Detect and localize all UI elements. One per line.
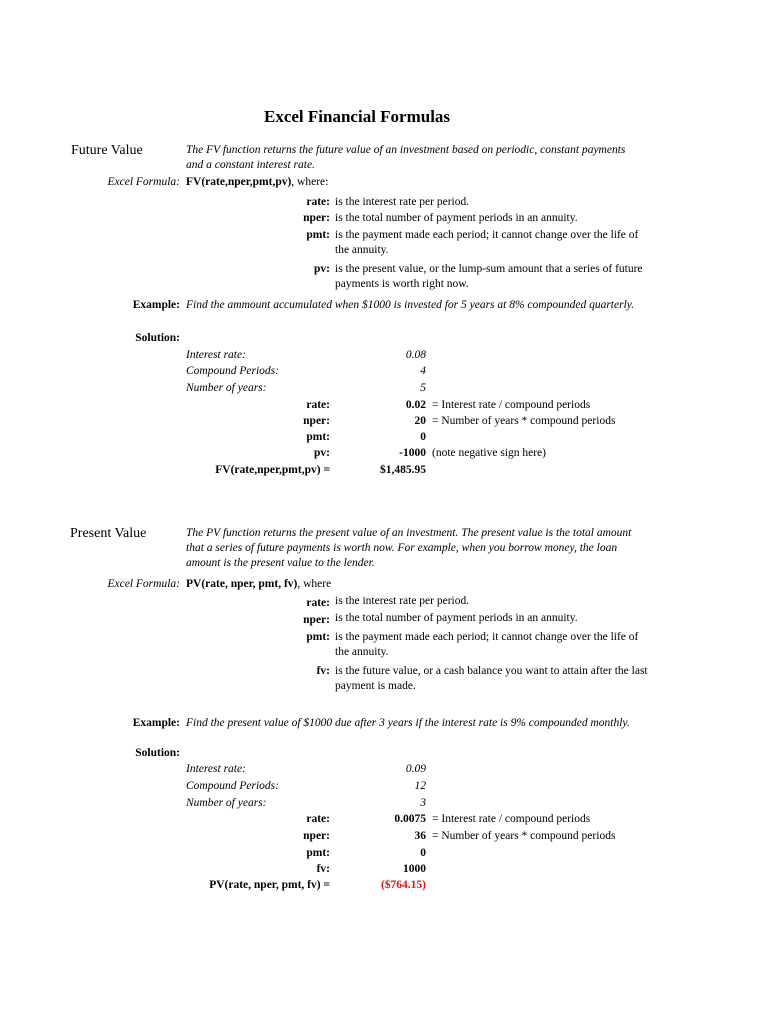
fv-heading: Future Value xyxy=(71,143,143,158)
pv-calc-name: pmt: xyxy=(306,847,330,859)
fv-calc-name: rate: xyxy=(306,399,330,411)
fv-param-name: nper: xyxy=(303,212,330,224)
pv-input-value: 0.09 xyxy=(405,763,426,775)
pv-input-label: Interest rate: xyxy=(186,763,246,775)
fv-calc-name: pv: xyxy=(314,447,330,459)
pv-param-desc: is the interest rate per period. xyxy=(335,595,470,607)
fv-calc-value: 0.02 xyxy=(405,399,426,411)
fv-calc-note: (note negative sign here) xyxy=(432,447,546,459)
pv-formula-line xyxy=(186,577,331,592)
fv-calc-name: nper: xyxy=(303,415,330,427)
pv-heading: Present Value xyxy=(70,526,147,541)
fv-calc-value: 20 xyxy=(414,415,426,427)
pv-param-name: nper: xyxy=(303,614,330,626)
fv-param-desc: is the payment made each period; it cannot change over the life of the annuity. xyxy=(335,229,639,256)
pv-param-desc: is the total number of payment periods in an annuity. xyxy=(335,612,578,624)
pv-input-label: Number of years: xyxy=(186,797,267,809)
pv-calc-name: fv: xyxy=(316,863,330,875)
pv-solution-label: Solution: xyxy=(135,747,180,759)
fv-calc-note: = Number of years * compound periods xyxy=(432,415,616,427)
fv-param-name: pmt: xyxy=(306,229,330,241)
pv-result-label: PV(rate, nper, pmt, fv) = xyxy=(209,879,330,891)
fv-example-text: Find the ammount accumulated when $1000 is invested for 5 years at 8% compounded quarterly. xyxy=(186,299,635,311)
fv-input-value: 0.08 xyxy=(405,349,426,361)
pv-formula: PV(rate, nper, pmt, fv) xyxy=(186,578,298,590)
pv-calc-value: 1000 xyxy=(403,863,426,875)
fv-excel-formula-label: Excel Formula: xyxy=(107,176,180,188)
pv-formula-suffix: , where xyxy=(297,578,332,590)
fv-param-desc: is the interest rate per period. xyxy=(335,196,470,208)
pv-calc-value: 36 xyxy=(414,830,426,842)
pv-excel-formula-label: Excel Formula: xyxy=(107,578,180,590)
fv-calc-name: pmt: xyxy=(306,431,330,443)
pv-calc-value: 0.0075 xyxy=(394,813,426,825)
pv-param-name: rate: xyxy=(306,597,330,609)
fv-result-label: FV(rate,nper,pmt,pv) = xyxy=(215,464,330,476)
pv-calc-value: 0 xyxy=(420,847,426,859)
fv-input-value: 5 xyxy=(420,382,426,394)
fv-param-name: rate: xyxy=(306,196,330,208)
fv-example-label: Example: xyxy=(132,299,180,311)
page-title: Excel Financial Formulas xyxy=(264,107,451,126)
pv-param-desc: is the payment made each period; it cannot change over the life of the annuity. xyxy=(335,631,639,658)
pv-input-label: Compound Periods: xyxy=(186,780,279,792)
fv-input-label: Compound Periods: xyxy=(186,365,279,377)
fv-description: The FV function returns the future value of an investment based on periodic, constant payments and a constant interest rate. xyxy=(186,144,626,171)
fv-formula-line xyxy=(186,175,328,190)
pv-result-value: ($764.15) xyxy=(380,879,426,891)
pv-example-label: Example: xyxy=(132,717,180,729)
pv-description: The PV function returns the present value of an investment. The present value is the total amount that a series of future payments is worth now. For example, when you borrow money, the loan amount is the present value to the lender. xyxy=(186,527,632,569)
pv-calc-name: nper: xyxy=(303,830,330,842)
fv-input-label: Interest rate: xyxy=(186,349,246,361)
pv-calc-note: = Interest rate / compound periods xyxy=(432,813,591,825)
fv-formula-suffix: , where: xyxy=(291,176,329,188)
pv-param-name: pmt: xyxy=(306,631,330,643)
fv-calc-value: 0 xyxy=(420,431,426,443)
fv-param-desc: is the total number of payment periods in an annuity. xyxy=(335,212,578,224)
fv-calc-note: = Interest rate / compound periods xyxy=(432,399,591,411)
pv-example-text: Find the present value of $1000 due after 3 years if the interest rate is 9% compounded monthly. xyxy=(186,717,630,729)
fv-input-label: Number of years: xyxy=(186,382,267,394)
pv-calc-note: = Number of years * compound periods xyxy=(432,830,616,842)
fv-result-value: $1,485.95 xyxy=(380,464,426,476)
pv-param-name: fv: xyxy=(316,665,330,677)
pv-calc-name: rate: xyxy=(306,813,330,825)
pv-input-value: 12 xyxy=(414,780,426,792)
pv-input-value: 3 xyxy=(420,797,426,809)
fv-calc-value: -1000 xyxy=(399,447,426,459)
fv-param-desc: is the present value, or the lump-sum amount that a series of future payments is worth right now. xyxy=(335,263,643,290)
fv-param-name: pv: xyxy=(314,263,330,275)
fv-solution-label: Solution: xyxy=(135,332,180,344)
pv-param-desc: is the future value, or a cash balance you want to attain after the last payment is made. xyxy=(335,665,648,692)
fv-formula: FV(rate,nper,pmt,pv) xyxy=(186,176,292,188)
fv-input-value: 4 xyxy=(420,365,426,377)
